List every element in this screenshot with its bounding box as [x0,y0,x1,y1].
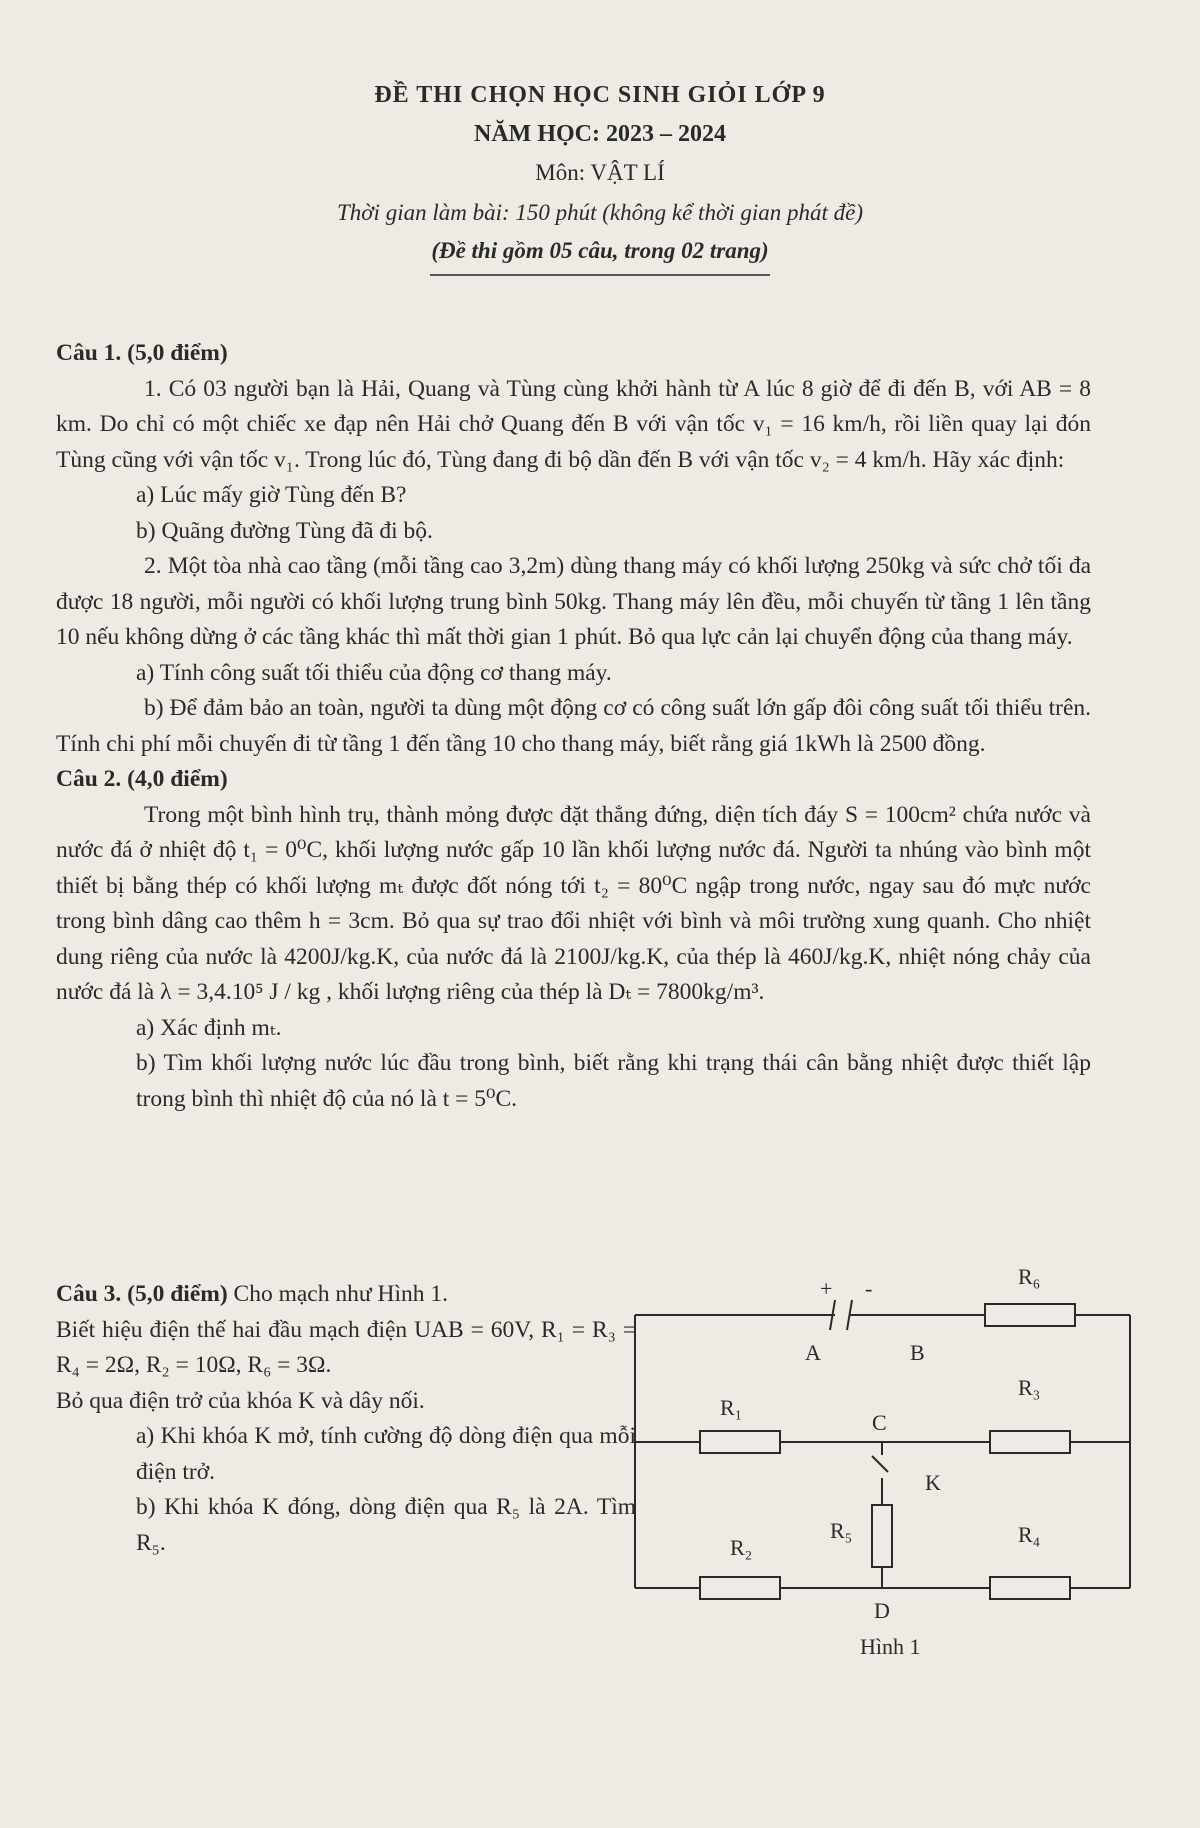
label-c: C [872,1410,887,1435]
q3-given: Biết hiệu điện thế hai đầu mạch điện UAB = 60V, R₁ = R₃ = R₄ = 2Ω, R₂ = 10Ω, R₆ = 3Ω. [56,1316,636,1378]
label-r4: R₄ [1018,1522,1041,1547]
q3-b: b) Khi khóa K đóng, dòng điện qua R₅ là 2A. Tìm R₅. [136,1494,636,1556]
exam-info: (Đề thi gồm 05 câu, trong 02 trang) [431,238,769,263]
school-year: NĂM HỌC: 2023 – 2024 [474,121,726,147]
circuit-figure [620,1260,1140,1660]
q2-a: a) Xác định mₜ. [136,1014,282,1041]
resistor-r4 [990,1577,1070,1599]
resistor-r5 [872,1505,892,1567]
resistor-r1 [700,1431,780,1453]
q1-part1: 1. Có 03 người bạn là Hải, Quang và Tùng cùng khởi hành từ A lúc 8 giờ để đi đến B, với AB = 8 km. Do chỉ có một chiếc xe đạp nên Hải chở Quang đến B với vận tốc v₁ = 16 km/h, rồi liền quay lại đón Tùng cũng với vận tốc v₁. Trong lúc đó, Tùng đang đi bộ dần đến B với vận tốc v₂ = 4 km/h. Hãy xác định: [56,375,1091,473]
label-b: B [910,1340,925,1365]
label-r3: R₃ [1018,1375,1041,1400]
resistor-r3 [990,1431,1070,1453]
q3-intro: Cho mạch như Hình 1. [233,1281,448,1307]
label-plus: + [820,1276,833,1301]
q3-title: Câu 3. (5,0 điểm) [56,1281,228,1307]
label-r5: R₅ [830,1518,853,1543]
q2-text: Trong một bình hình trụ, thành mỏng được đặt thẳng đứng, diện tích đáy S = 100cm² chứa nước và nước đá ở nhiệt độ t₁ = 0⁰C, khối lượng nước gấp 10 lần khối lượng nước đá. Người ta nhúng vào bình một thiết bị bằng thép có khối lượng mₜ được đốt nóng tới t₂ = 80⁰C ngập trong nước, ngay sau đó mực nước trong bình dâng cao thêm h = 3cm. Bỏ qua sự trao đổi nhiệt với bình và môi trường xung quanh. Cho nhiệt dung riêng của nước là 4200J/kg.K, của nước đá là 2100J/kg.K, của thép là 460J/kg.K, nhiệt nóng chảy của nước đá là λ = 3,4.10⁵ J / kg , khối lượng riêng của thép là Dₜ = 7800kg/m³. [56,801,1091,1005]
q1-part2: 2. Một tòa nhà cao tầng (mỗi tầng cao 3,2m) dùng thang máy có khối lượng 250kg và sức chở tối đa được 18 người, mỗi người có khối lượng trung bình 50kg. Thang máy lên đều, mỗi chuyến từ tầng 1 lên tầng 10 nếu không dừng ở các tầng khác thì mất thời gian 1 phút. Bỏ qua lực cản lại chuyển động của thang máy. [56,553,1091,650]
exam-body [56,336,1091,1117]
label-k: K [925,1470,941,1495]
label-a: A [805,1340,821,1365]
header-divider [430,274,770,276]
resistor-r6 [985,1304,1075,1326]
label-r2: R₂ [730,1535,753,1560]
q1-part2-a: a) Tính công suất tối thiểu của động cơ thang máy. [136,659,612,686]
q1-part1-a: a) Lúc mấy giờ Tùng đến B? [136,482,407,508]
q3-block [56,1277,636,1561]
label-r6: R₆ [1018,1264,1041,1289]
exam-header [0,82,1200,276]
q3-note: Bỏ qua điện trở của khóa K và dây nối. [56,1387,425,1414]
q3-a: a) Khi khóa K mở, tính cường độ dòng điện qua mỗi điện trở. [136,1423,636,1485]
exam-title: ĐỀ THI CHỌN HỌC SINH GIỎI LỚP 9 [374,82,826,108]
circuit-diagram [620,1260,1140,1660]
subject: Môn: VẬT LÍ [535,160,665,185]
q1-part1-b: b) Quãng đường Tùng đã đi bộ. [136,517,433,544]
label-d: D [874,1598,890,1623]
label-minus: - [865,1276,873,1301]
resistor-r2 [700,1577,780,1599]
label-r1: R₁ [720,1395,743,1420]
q1-part2-b: b) Để đảm bảo an toàn, người ta dùng một động cơ có công suất lớn gấp đôi công suất tối thiểu trên. Tính chi phí mỗi chuyến đi từ tầng 1 đến tầng 10 cho thang máy, biết rằng giá 1kWh là 2500 đồng. [56,695,1091,757]
switch-k [872,1456,888,1472]
time-limit: Thời gian làm bài: 150 phút (không kể thời gian phát đề) [336,200,864,225]
q2-b: b) Tìm khối lượng nước lúc đầu trong bình, biết rằng khi trạng thái cân bằng nhiệt được thiết lập trong bình thì nhiệt độ của nó là t = 5⁰C. [136,1050,1091,1112]
figure-caption: Hình 1 [860,1634,921,1659]
q2-title: Câu 2. (4,0 điểm) [56,766,228,792]
q1-title: Câu 1. (5,0 điểm) [56,340,228,366]
